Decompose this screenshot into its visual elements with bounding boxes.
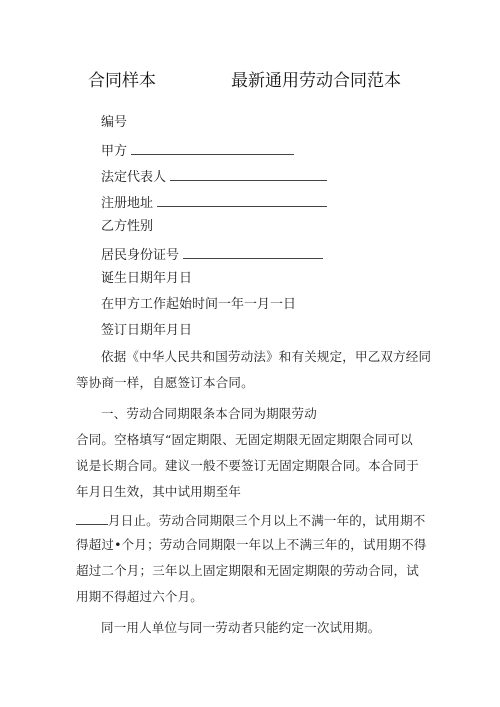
section1-line-2: 合同。空格填写“固定期限、无固定期限无固定期限合同可以 [76, 432, 413, 447]
field-reg-address [101, 193, 327, 212]
field-gender-label: 乙方性别 [101, 219, 154, 234]
field-birth-date [101, 271, 192, 287]
party-a-blank [131, 141, 294, 155]
field-number-label: 编号 [101, 115, 128, 130]
section1-line-6: 得超过•个月；劳动合同期限一年以上不满三年的，试用期不得 [76, 537, 427, 552]
field-legal-rep [101, 167, 327, 186]
trial-end-blank [76, 511, 108, 525]
field-id-number [101, 245, 323, 264]
section1-line-5-text: 月日止。劳动合同期限三个月以上不满一年的，试用期不 [108, 513, 426, 528]
section1-line-4: 年月日生效，其中试用期至年 [76, 484, 242, 499]
legal-rep-blank [170, 167, 327, 181]
section1-line-5 [76, 511, 426, 529]
document-title: 最新通用劳动合同范本 [231, 71, 401, 91]
section1-line-3: 说是长期合同。建议一般不要签订无固定期限合同。本合同于 [76, 458, 419, 473]
field-legal-rep-label: 法定代表人 [101, 170, 167, 185]
field-number [101, 115, 127, 131]
intro-line-1: 依据《中华人民共和国劳动法》和有关规定，甲乙双方经同 [101, 349, 432, 364]
id-number-blank [183, 245, 323, 259]
field-id-number-label: 居民身份证号 [101, 248, 180, 263]
reg-address-blank [157, 193, 327, 207]
field-reg-address-label: 注册地址 [101, 196, 154, 211]
intro-line-2: 等协商一样，自愿签订本合同。 [76, 375, 254, 390]
field-start-date-label: 在甲方工作起始时间一年一月一日 [101, 297, 297, 312]
field-sign-date-label: 签订日期年月日 [101, 323, 193, 338]
field-party-a-label: 甲方 [101, 144, 128, 159]
field-party-a [101, 141, 294, 160]
section1-line-1: 一、劳动合同期限条本合同为期限劳动 [101, 406, 317, 421]
sample-label: 合同样本 [88, 71, 156, 91]
field-gender [101, 219, 153, 235]
field-start-date [101, 297, 296, 313]
section1-line-8: 用期不得超过六个月。 [76, 589, 204, 604]
section1-line-9: 同一用人单位与同一劳动者只能约定一次试用期。 [101, 620, 381, 635]
section1-line-7: 超过二个月；三年以上固定期限和无固定期限的劳动合同，试 [76, 563, 419, 578]
document-header [0, 66, 500, 96]
field-birth-date-label: 诞生日期年月日 [101, 271, 193, 286]
field-sign-date [101, 323, 192, 339]
